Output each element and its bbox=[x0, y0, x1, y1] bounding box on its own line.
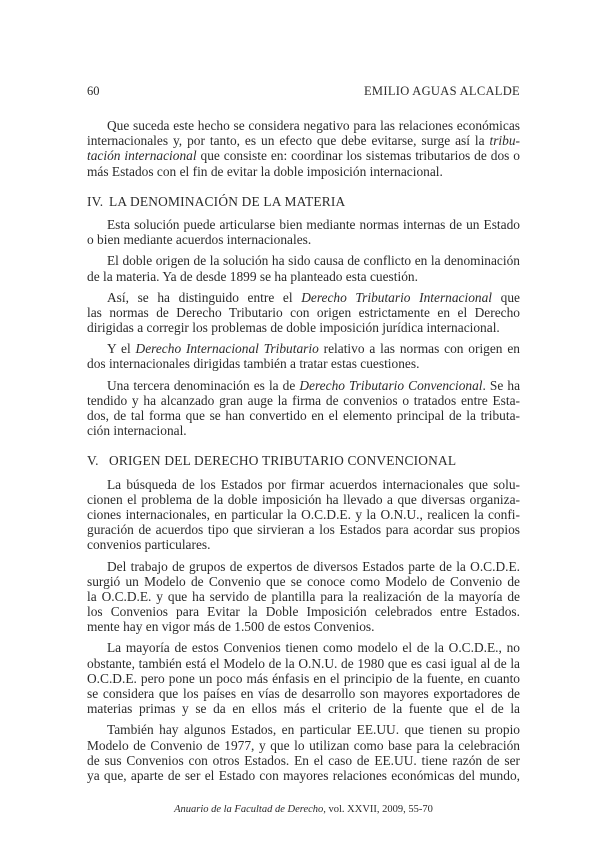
document-body bbox=[87, 118, 520, 789]
text-run: más Estados con el fin de evitar la doble imposición internacional. bbox=[87, 163, 443, 179]
paragraph bbox=[87, 477, 520, 553]
italic-term: tribu- bbox=[489, 133, 520, 149]
journal-title: Anuario de la Facultad de Derecho, bbox=[174, 804, 326, 815]
text-line bbox=[87, 574, 520, 589]
text-line bbox=[87, 148, 520, 163]
text-run: las normas de Derecho Tributario con origen estrictamente en el Derecho bbox=[87, 304, 520, 320]
text-run: surgió un Modelo de Convenio que se conoce como Modelo de Convenio de bbox=[87, 573, 520, 589]
text-line bbox=[87, 722, 520, 737]
section-number: IV. bbox=[87, 193, 104, 209]
section-number: V. bbox=[87, 453, 99, 469]
text-line bbox=[87, 619, 520, 634]
text-line bbox=[87, 423, 520, 438]
section-title: ORIGEN DEL DERECHO TRIBUTARIO CONVENCIONAL bbox=[109, 453, 457, 469]
text-run: relativo a las normas con origen en bbox=[323, 341, 520, 357]
text-line bbox=[87, 537, 520, 552]
text-run: Así, se ha distinguido entre el bbox=[107, 289, 302, 305]
text-line bbox=[87, 408, 520, 423]
text-run: Del trabajo de grupos de expertos de diversos Estados parte de la O.C.D.E. bbox=[107, 558, 520, 574]
text-run: materias primas y se da en ellos más el criterio de la fuente que el de la bbox=[87, 701, 520, 717]
text-line bbox=[87, 305, 520, 320]
italic-term: Derecho Tributario Convencional bbox=[299, 377, 483, 393]
text-run: Y el bbox=[107, 341, 136, 357]
text-run: Que suceda este hecho se considera negativo para las relaciones económicas bbox=[107, 118, 520, 133]
text-line bbox=[87, 378, 520, 393]
text-run: dirigidas a corregir los problemas de doble imposición jurídica internacional. bbox=[87, 320, 500, 336]
text-line bbox=[87, 393, 520, 408]
text-run: Modelo de Convenio de 1977, y que lo utilizan como base para la celebración bbox=[87, 737, 520, 753]
text-line bbox=[87, 671, 520, 686]
text-line bbox=[87, 164, 520, 179]
text-run: Una tercera denominación es la de bbox=[107, 377, 300, 393]
italic-term: Derecho Internacional Tributario bbox=[135, 341, 319, 357]
text-line bbox=[87, 133, 520, 148]
paragraph bbox=[87, 378, 520, 439]
text-line bbox=[87, 656, 520, 671]
text-line bbox=[87, 507, 520, 522]
paragraph bbox=[87, 217, 520, 247]
text-run: obstante, también está el Modelo de la O.N.U. de 1980 que es casi igual al de la bbox=[87, 655, 520, 671]
paragraph bbox=[87, 640, 520, 716]
text-run: se considera que los países en vías de desarrollo son mayores exportadores de bbox=[87, 686, 520, 702]
text-run: El doble origen de la solución ha sido causa de conflicto en la denominación bbox=[107, 253, 520, 269]
page-footer bbox=[0, 804, 607, 815]
text-run: que consiste en: coordinar los sistemas tributarios de dos o bbox=[196, 148, 520, 164]
text-line bbox=[87, 477, 520, 492]
text-run: convenios particulares. bbox=[87, 537, 211, 553]
text-run: internacionales y, por tanto, es un efecto que debe evitarse, surge así la bbox=[87, 133, 490, 149]
text-run: mente hay en vigor más de 1.500 de estos Convenios. bbox=[87, 619, 375, 635]
paragraph bbox=[87, 722, 520, 783]
text-run: . Se ha bbox=[482, 377, 520, 393]
paragraph bbox=[87, 341, 520, 371]
page-number: 60 bbox=[87, 84, 100, 98]
text-line bbox=[87, 589, 520, 604]
text-run: los Convenios para Evitar la Doble Imposición celebrados entre Estados. bbox=[87, 604, 520, 620]
text-line bbox=[87, 356, 520, 371]
text-run: O.C.D.E. pero pone un poco más énfasis en el principio de la fuente, en cuanto bbox=[87, 670, 520, 686]
running-header bbox=[87, 84, 520, 99]
text-line bbox=[87, 701, 520, 716]
text-run: dos, de tal forma que se han convertido en el elemento principal de la tributa- bbox=[87, 408, 520, 424]
paragraph bbox=[87, 559, 520, 635]
text-run: guración de acuerdos tipo que sirvieran a los Estados para acordar sus propios bbox=[87, 522, 520, 538]
text-run: de la materia. Ya de desde 1899 se ha planteado esta cuestión. bbox=[87, 268, 418, 284]
text-line bbox=[87, 492, 520, 507]
text-line bbox=[87, 768, 520, 783]
text-run: También hay algunos Estados, en particular EE.UU. que tienen su propio bbox=[107, 722, 520, 738]
text-line bbox=[87, 320, 520, 335]
text-line bbox=[87, 341, 520, 356]
text-line bbox=[87, 232, 520, 247]
text-run: que bbox=[500, 289, 520, 305]
text-run: ción internacional. bbox=[87, 423, 187, 439]
text-run: tendido y ha alcanzado gran auge la firma de convenios o tratados entre Esta- bbox=[87, 392, 520, 408]
text-line bbox=[87, 686, 520, 701]
text-line bbox=[87, 559, 520, 574]
text-run: cionen el problema de la doble imposición ha llevado a que diversas organiza- bbox=[87, 491, 520, 507]
text-run: ya que, aparte de ser el Estado con mayores relaciones económicas del mundo, bbox=[87, 767, 520, 783]
text-run: Esta solución puede articularse bien mediante normas internas de un Estado bbox=[107, 216, 520, 232]
text-run: La mayoría de estos Convenios tienen como modelo el de la O.C.D.E., no bbox=[107, 640, 520, 656]
text-line bbox=[87, 269, 520, 284]
section-heading bbox=[87, 194, 520, 209]
text-line bbox=[87, 290, 520, 305]
paragraph bbox=[87, 118, 520, 179]
italic-term: tación internacional bbox=[87, 148, 197, 164]
text-line bbox=[87, 253, 520, 268]
text-run: dos internacionales dirigidas también a tratar estas cuestiones. bbox=[87, 356, 420, 372]
section-heading bbox=[87, 453, 520, 468]
journal-details: vol. XXVII, 2009, 55-70 bbox=[325, 804, 433, 815]
text-line bbox=[87, 753, 520, 768]
italic-term: Derecho Tributario Internacional bbox=[301, 289, 493, 305]
text-run: o bien mediante acuerdos internacionales. bbox=[87, 232, 312, 248]
paragraph bbox=[87, 253, 520, 283]
text-line bbox=[87, 522, 520, 537]
text-run: de sus Convenios con otros Estados. En el caso de EE.UU. tiene razón de ser bbox=[87, 752, 520, 768]
text-line bbox=[87, 738, 520, 753]
paragraph bbox=[87, 290, 520, 336]
text-line bbox=[87, 604, 520, 619]
text-run: La búsqueda de los Estados por firmar acuerdos internacionales que solu- bbox=[107, 476, 520, 492]
text-run: la O.C.D.E. y que ha servido de plantilla para la realización de la mayoría de bbox=[87, 588, 520, 604]
section-title: LA DENOMINACIÓN DE LA MATERIA bbox=[109, 193, 346, 209]
text-run: ciones internacionales, en particular la O.C.D.E. y la O.N.U., realicen la confi- bbox=[87, 506, 520, 522]
text-line bbox=[87, 640, 520, 655]
text-line bbox=[87, 118, 520, 133]
author-name: EMILIO AGUAS ALCALDE bbox=[364, 84, 520, 98]
text-line bbox=[87, 217, 520, 232]
